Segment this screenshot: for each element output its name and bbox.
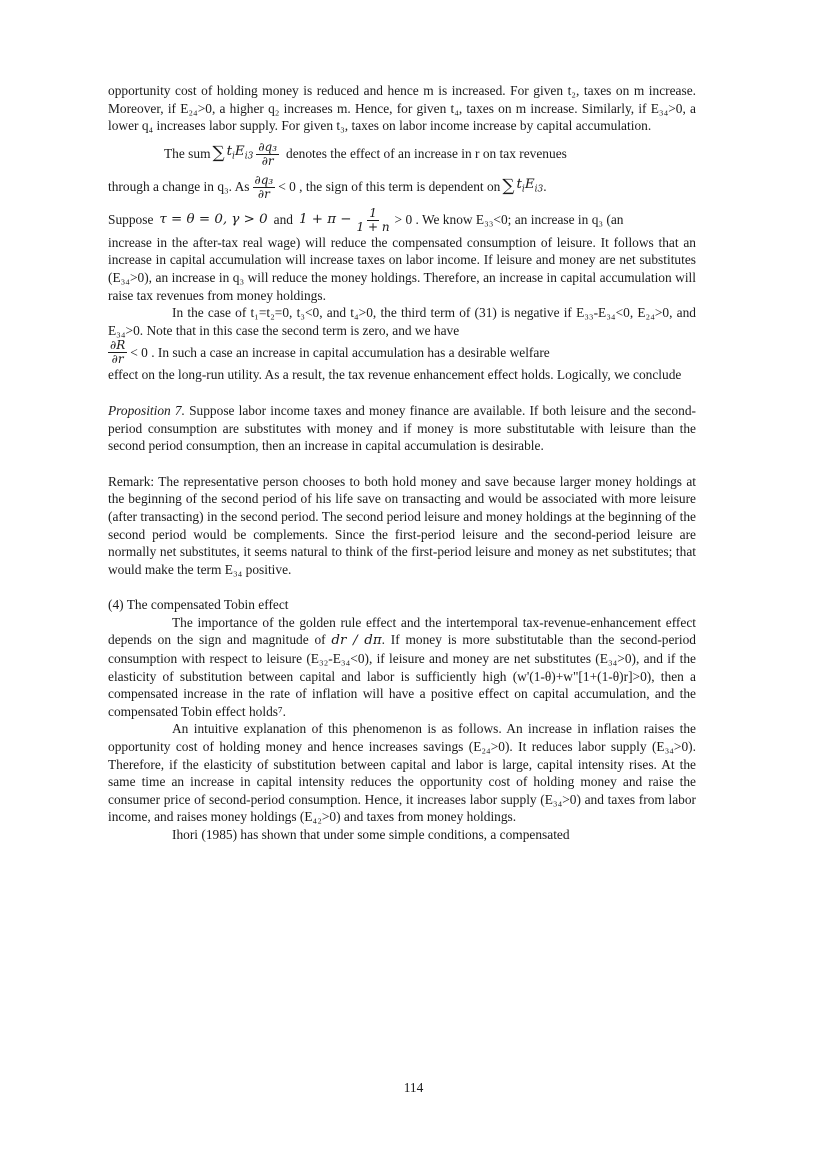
formula-line [108, 339, 696, 366]
text-span: through a change in q₃. As [108, 179, 250, 195]
proposition-text: Suppose labor income taxes and money finance are available. If both leisure and the second-period consumption are substitutes with money and if money is more substitutable with leisure than the second period consumption, then an increase in capital accumulation is desirable. [108, 402, 696, 454]
text-span: . [543, 179, 547, 195]
text-span: and [273, 212, 293, 228]
paragraph: An intuitive explanation of this phenomenon is as follows. An increase in inflation raises the opportunity cost of holding money and hence increases savings (E₂₄>0). It reduces labor supply (E₃₄>0). Therefore, if the elasticity of substitution between capital and labor is large, capital intensity rises. At the same time an increase in capital intensity reduces the opportunity cost of holding money and raise the consumer price of second-period consumption. Hence, it increases labor supply (E₃₄>0) and taxes from labor income, and raises money holdings (E₄₂>0) and taxes from money holdings. [108, 721, 696, 825]
text-span: > 0 . We know E₃₃<0; an increase in q₃ (an [394, 212, 624, 228]
text-span: denotes the effect of an increase in r on tax revenues [286, 146, 567, 162]
sum-symbol: ∑ [502, 176, 515, 197]
fraction: $\frac{\partial R}{\partial r}$ [110, 338, 126, 367]
math-expression: 1 + π − [298, 212, 352, 228]
proposition-label: Proposition 7. [108, 402, 185, 418]
formula-line [108, 174, 696, 201]
paragraph: increase in the after-tax real wage) will reduce the compensated consumption of leisure. It follows that an increase in capital accumulation will increase taxes on labor income. If leisure and money are net substitutes (E₃₄>0), an increase in q₃ will reduce the money holdings. Therefore, an increase in capital accumulation will raise tax revenues from money holdings. [108, 234, 696, 303]
section-heading: (4) The compensated Tobin effect [108, 597, 289, 613]
paragraph: effect on the long-run utility. As a result, the tax revenue enhancement effect holds. Logically, we conclude [108, 367, 682, 383]
math-term: $t_i$ [516, 176, 525, 195]
math-expression: τ = θ = 0, γ > 0 [159, 212, 268, 228]
remark: Remark: The representative person chooses to both hold money and save because larger money holdings at the beginning of the second period of his life save on transacting and would be associated with more leisure (after transacting) in the second period. The second period leisure and money holdings at the beginning of the second period would be complements. Since the first-period leisure and the second-period leisure are normally net substitutes, it seems natural to think of the first-period leisure and money as net substitutes; that would make the term E₃₄ positive. [108, 473, 696, 577]
paragraph: opportunity cost of holding money is reduced and hence m is increased. For given t₂, taxes on m increase. Moreover, if E₂₄>0, a higher q₂ increases m. Hence, for given t₄, taxes on m increase. Similarly, if E₃₄>0, a lower q₄ increases labor supply. For given t₃, taxes on labor income increase by capital accumulation. [108, 83, 696, 134]
math-term: $E_{i3}$ [524, 176, 544, 195]
page-body [108, 82, 696, 844]
math-term: $t_i$ [226, 143, 235, 162]
fraction: $\frac{\text{∂q₃}}{\partial r}$ [258, 139, 278, 168]
paragraph: Ihori (1985) has shown that under some simple conditions, a compensated [172, 827, 570, 842]
paragraph: The importance of the golden rule effect and the intertemporal tax-revenue-enhancement effect depends on the sign and magnitude of dr / dπ. If money is more substitutable than the second-period consumption with respect to leisure (E₃₂-E₃₄<0), if leisure and money are net substitutes (E₃₄>0), and if the elasticity of substitution between capital and labor is sufficiently high (w'(1-θ)+w"[1+(1-θ)r]>0), then a compensated increase in the rate of inflation will have a positive effect on capital accumulation, and the compensated Tobin effect holds⁷. [108, 614, 696, 719]
fraction: $\frac{\text{∂q₃}}{\partial r}$ [254, 172, 274, 201]
proposition [108, 402, 696, 455]
page-number: 114 [403, 1080, 424, 1095]
math-expression: dr / dπ [331, 633, 382, 649]
text-span: < 0 . In such a case an increase in capital accumulation has a desirable welfare [130, 345, 550, 361]
text-span: Suppose [108, 212, 154, 228]
text-span: The sum [164, 146, 211, 162]
text-span: < 0 , the sign of this term is dependent on [278, 179, 501, 195]
math-term: $E_{i3}$ [234, 143, 254, 162]
sum-symbol: ∑ [212, 143, 225, 164]
formula-line [108, 141, 696, 168]
formula-line [108, 207, 696, 234]
fraction: $\frac{1}{1 + n}$ [356, 205, 390, 234]
paragraph: In the case of t₁=t₂=0, t₃<0, and t₄>0, the third term of (31) is negative if E₃₃-E₃₄<0, E₂₄>0, and E₃₄>0. Note that in this case the second term is zero, and we have [108, 305, 696, 338]
